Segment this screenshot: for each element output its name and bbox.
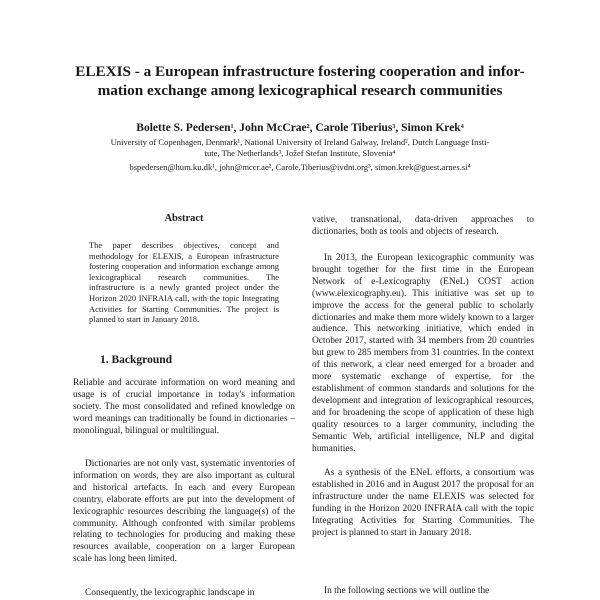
author-name: Simon Krek <box>401 122 461 134</box>
author-mark: 1 <box>230 124 234 130</box>
body-paragraph: vative, transnational, data-driven approaches to dictionaries, both as tools and objects of research. <box>312 215 534 237</box>
author-mark: 4 <box>460 124 464 130</box>
author-mark: 2 <box>306 124 310 130</box>
body-paragraph: Dictionaries are not only vast, systematic inventories of information on words, they are also important as cultural and historical artefacts. In each and every European country, elaborate efforts are put into the development of lexicographic resources describing the language(s) of the community. Although confronted with similar problems relating to technologies for producing and making these resources available, cooperation on a larger European scale has long been limited. <box>73 459 295 565</box>
abstract-heading: Abstract <box>164 213 204 224</box>
body-paragraph: In 2013, the European lexicographic community was brought together for the first time in the European Network of e-Lexicography (ENeL) COST action (www.elexicography.eu). This initiative was set up to improve the access for the general public to scholarly dictionaries and make them more widely known to a larger audience. This networking initiative, which ended in October 2017, started with 34 members from 20 countries but grew to 285 members from 31 countries. In the context of this network, a clear need emerged for a broader and more systematic exchange of expertise, for the establishment of common standards and solutions for the development and integration of lexicographical resources, and for broadening the scope of application of these high quality resources to a larger community, including the Semantic Web, artificial intelligence, NLP and digital humanities. <box>312 253 534 454</box>
paper-title-line-1: ELEXIS - a European infrastructure fostering cooperation and infor- <box>75 63 525 80</box>
body-paragraph: Consequently, the lexicographic landscape in <box>85 588 255 598</box>
author-separator: , <box>395 122 402 134</box>
body-paragraph: Reliable and accurate information on word meaning and usage is of crucial importance in today's information society. The most consolidated and refined knowledge on word meanings can traditionally be found in dictionaries – monolingual, bilingual or multilingual. <box>73 378 295 436</box>
abstract-text: The paper describes objectives, concept and methodology for ELEXIS, a European infrastructure fostering cooperation and information exchange among lexicographical research communities. The infrastructure is a newly granted project under the Horizon 2020 INFRAIA call, with the topic Integrating Activities for Starting Communities. The project is planned to start in January 2018. <box>89 240 279 325</box>
author-list <box>60 122 540 134</box>
author-name: Bolette S. Pedersen <box>136 122 231 134</box>
author-separator: , <box>309 122 316 134</box>
author-emails: bspedersen@hum.ku.dk¹, john@mccr.ae², Carole.Tiberius@ivdnt.org³, simon.krek@guest.arnes.si⁴ <box>129 162 471 172</box>
body-paragraph: In the following sections we will outline the <box>324 586 490 596</box>
affiliations <box>70 137 530 159</box>
author-mark: 3 <box>392 124 396 130</box>
paper-title <box>70 62 530 100</box>
author-separator: , <box>233 122 240 134</box>
author-name: John McCrae <box>239 122 307 134</box>
affiliation-line-2: tute, The Netherlands³, Jožef Stefan Institute, Slovenia⁴ <box>204 148 396 158</box>
affiliation-line-1: University of Copenhagen, Denmark¹, National University of Ireland Galway, Ireland², Dutch Language Insti- <box>110 137 490 147</box>
author-name: Carole Tiberius <box>315 122 393 134</box>
body-paragraph: As a synthesis of the ENeL efforts, a consortium was established in 2016 and in August 2017 the proposal for an infrastructure under the name ELEXIS was selected for funding in the Horizon 2020 INFRAIA call with the topic Integrating Activities for Starting Communities. The project is planned to start in January 2018. <box>312 468 534 538</box>
paper-title-line-2: mation exchange among lexicographical research communities <box>97 82 503 99</box>
section-heading: 1. Background <box>100 354 173 366</box>
